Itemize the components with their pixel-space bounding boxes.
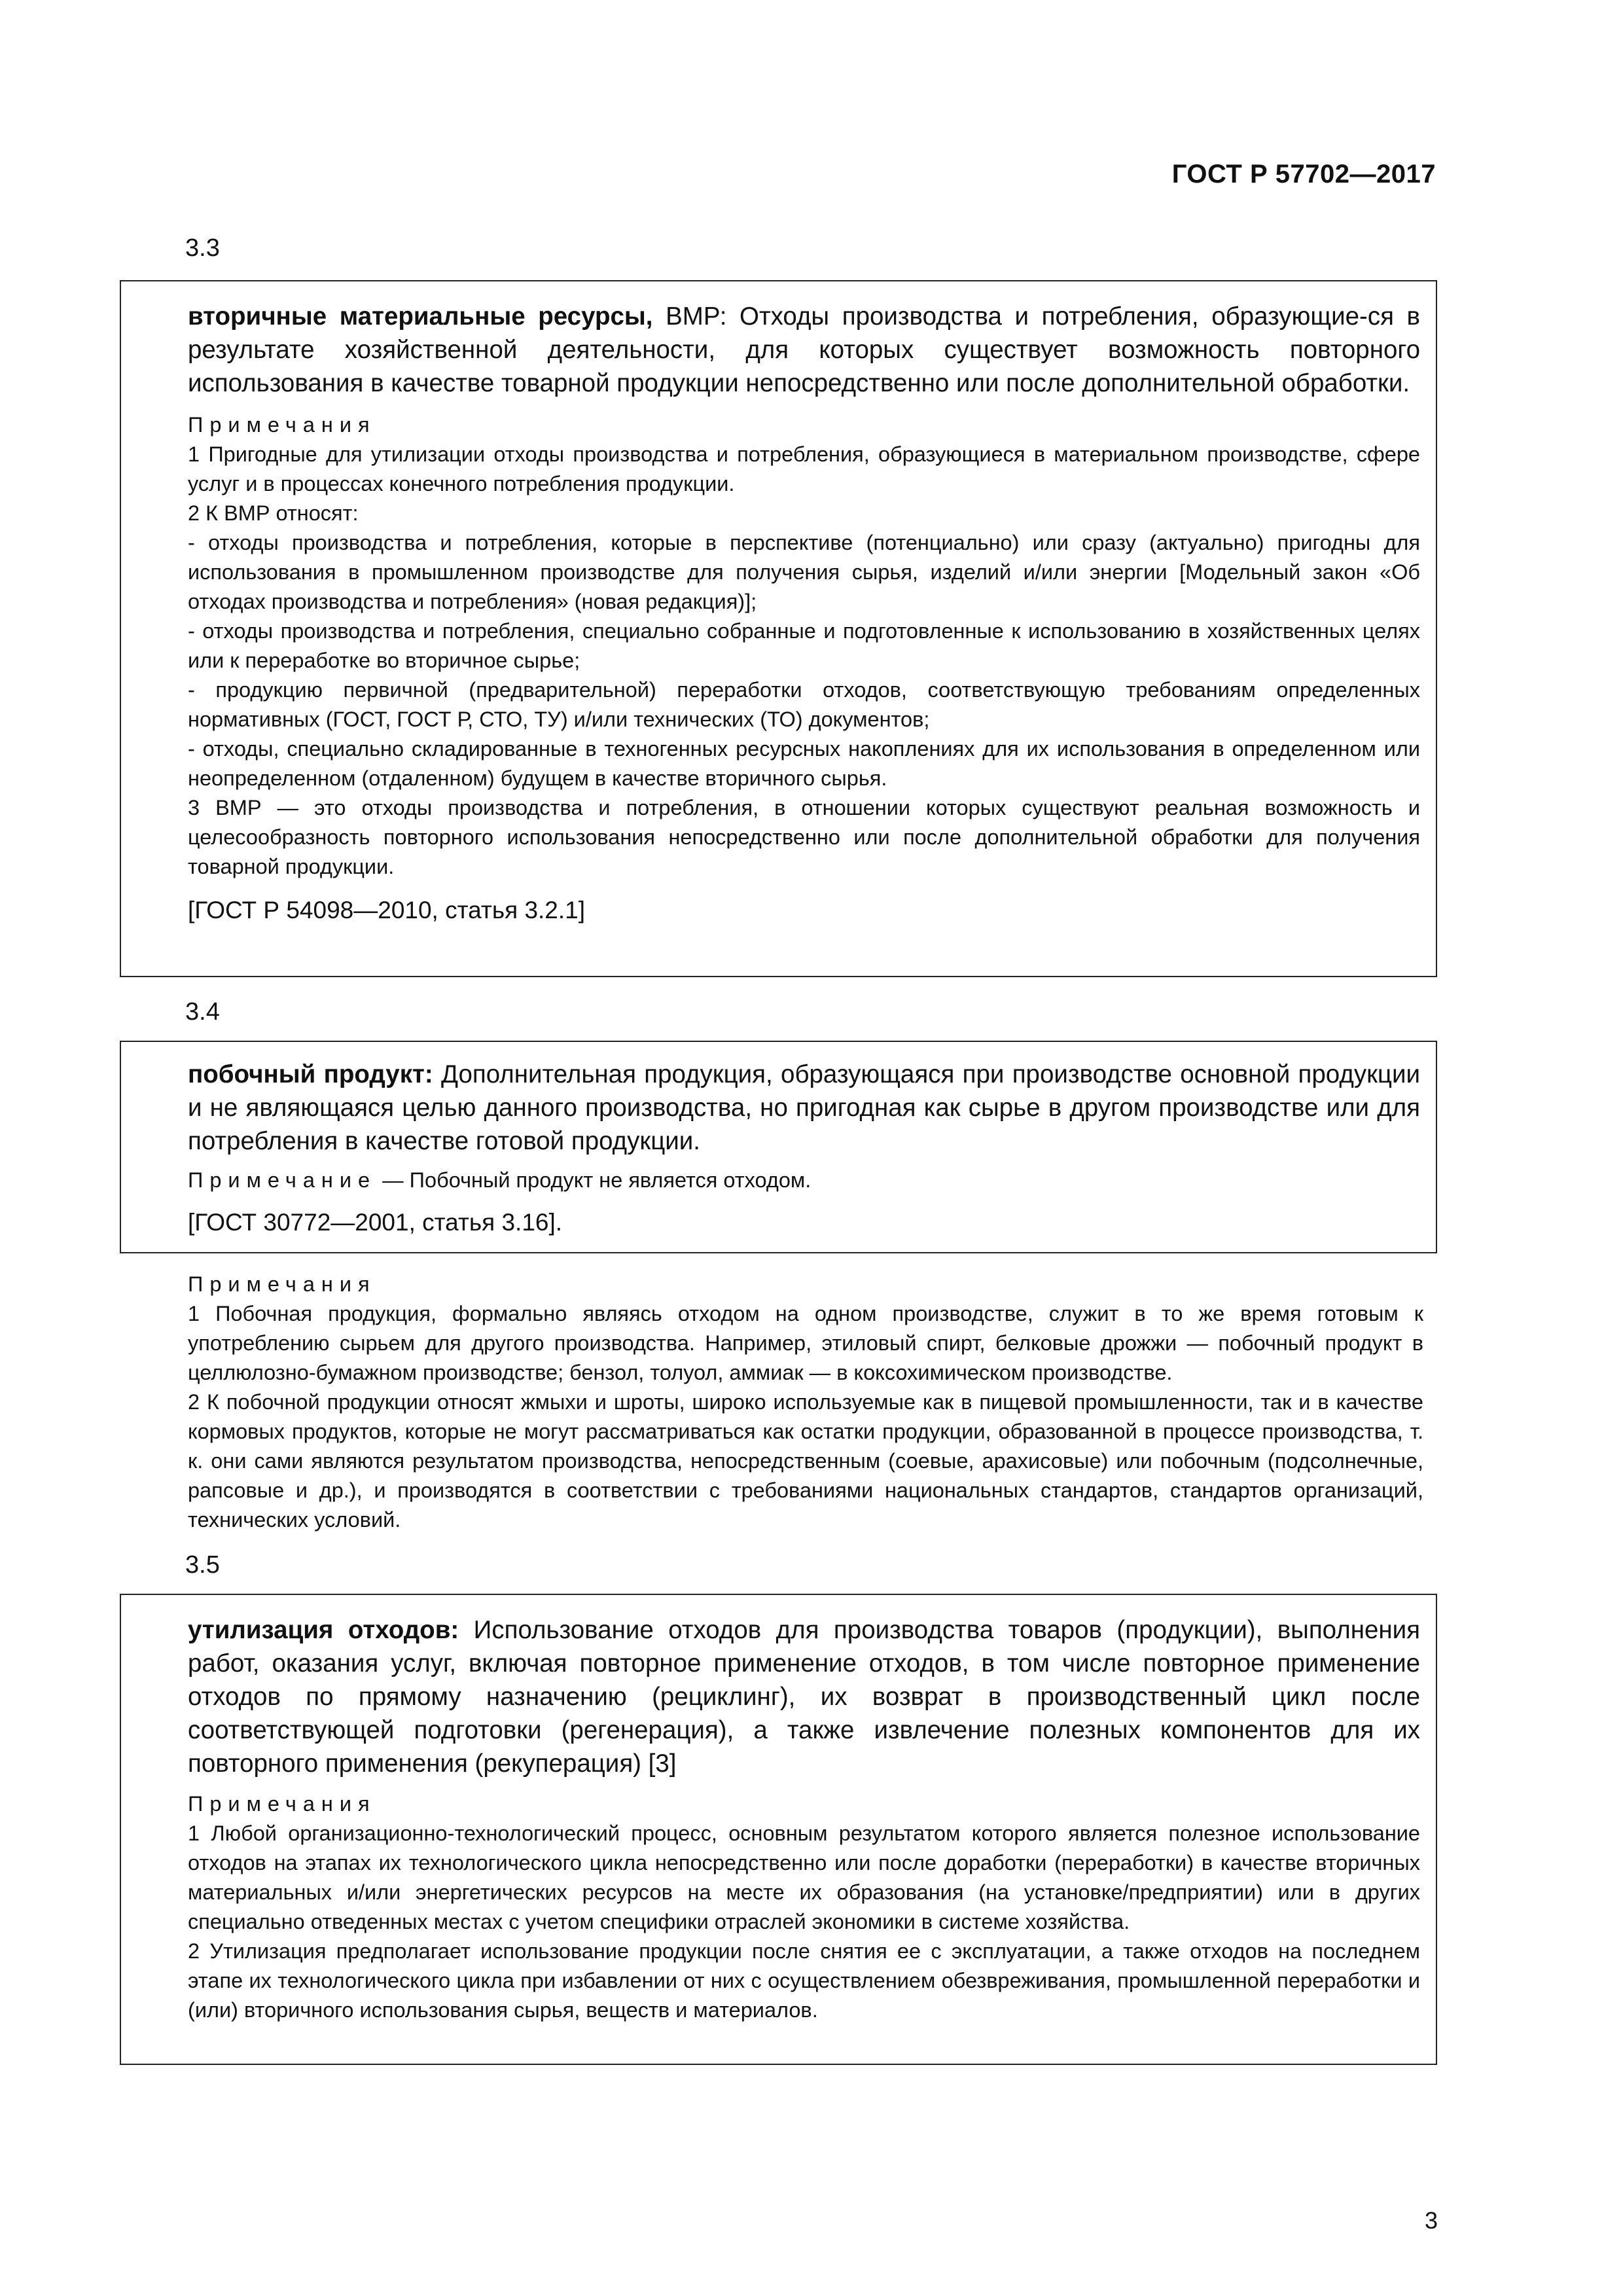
outer-notes-label: Примечания bbox=[188, 1272, 376, 1296]
term-3-4: побочный продукт: bbox=[188, 1060, 433, 1088]
note-3-5-2: 2 Утилизация предполагает использование продукции после снятия ее с эксплуатации, а также отходов на последнем этапе их технологического цикла при избавлении от них с осуществлением обезвреживания, промышленной переработки и (или) вторичного использования сырья, веществ и материалов. bbox=[188, 1939, 1420, 2022]
definition-text-3-5: Использование отходов для производства товаров (продукции), выполнения работ, оказания услуг, включая повторное применение отходов, в том числе повторное применение отходов по прямому назначению (рециклинг), их возврат в производственный цикл после соответствующей подготовки (регенерация), а также извлечение полезных компонентов для их повторного применения (рекуперация) [3] bbox=[188, 1616, 1421, 1778]
notes-label-3-5: Примечания bbox=[188, 1792, 376, 1816]
page-number: 3 bbox=[1424, 2207, 1438, 2234]
note-3-3-2c: - продукцию первичной (предварительной) переработки отходов, соответствующую требованиям определенных нормативных (ГОСТ, ГОСТ Р, СТО, ТУ) и/или технических (ТО) документов; bbox=[188, 678, 1420, 731]
definition-text-3-4: Дополнительная продукция, образующаяся при производстве основной продукции и не являющаяся целью данного производства, но пригодная как сырье в другом производстве или для потребления в качестве готовой продукции. bbox=[188, 1060, 1420, 1155]
source-3-4: [ГОСТ 30772—2001, статья 3.16]. bbox=[188, 1209, 563, 1236]
section-number-3-3: 3.3 bbox=[185, 234, 220, 262]
note-3-5-1: 1 Любой организационно-технологический процесс, основным результатом которого является полезное использование отходов на этапах их технологического цикла непосредственно или после доработки (переработки) в качестве вторичных материальных и/или энергетических ресурсов на месте их образования (на установке/предприятии) или в других специально отведенных местах с учетом специфики отраслей экономики в системе хозяйства. bbox=[188, 1821, 1420, 1933]
note-3-4 bbox=[188, 1166, 1420, 1195]
definition-box-3-3 bbox=[120, 280, 1437, 977]
note-3-3-2a: - отходы производства и потребления, которые в перспективе (потенциально) или сразу (актуально) пригодны для использования в промышленном производстве для получения сырья, изделий и/или энергии [Модельный закон «Об отходах производства и потребления» (новая редакция)]; bbox=[188, 531, 1420, 613]
definition-3-4 bbox=[188, 1058, 1420, 1158]
definition-3-5 bbox=[188, 1613, 1420, 1780]
notes-label-3-3: Примечания bbox=[188, 413, 376, 437]
source-3-3: [ГОСТ Р 54098—2010, статья 3.2.1] bbox=[188, 897, 586, 924]
definition-box-3-4 bbox=[120, 1041, 1437, 1253]
outer-note-2: 2 К побочной продукции относят жмыхи и шроты, широко используемые как в пищевой промышленности, так и в качестве кормовых продуктов, которые не могут рассматриваться как остатки продукции, образованной в процессе производства, т. к. они сами являются результатом производства, непосредственным (соевые, арахисовые) или побочным (подсолнечные, рапсовые и др.), и производятся в соответствии с требованиями национальных стандартов, стандартов организаций, технических условий. bbox=[188, 1390, 1423, 1532]
outer-notes-3-4 bbox=[121, 1270, 1423, 1535]
note-text-3-4: — Побочный продукт не является отходом. bbox=[376, 1168, 812, 1192]
definition-text-3-3: ВМР: Отходы производства и потребления, образующие-ся в результате хозяйственной деятельности, для которых существует возможность повторного использования в качестве товарной продукции непосредственно или после дополнительной обработки. bbox=[188, 302, 1420, 397]
note-3-3-1: 1 Пригодные для утилизации отходы производства и потребления, образующиеся в материальном производстве, сфере услуг и в процессах конечного потребления продукции. bbox=[188, 442, 1420, 495]
note-3-3-2d: - отходы, специально складированные в техногенных ресурсных накоплениях для их использования в определенном или неопределенном (отдаленном) будущем в качестве вторичного сырья. bbox=[188, 737, 1420, 790]
term-3-5: утилизация отходов: bbox=[188, 1616, 459, 1644]
outer-note-1: 1 Побочная продукция, формально являясь отходом на одном производстве, служит в то же время готовым к употреблению сырьем для другого производства. Например, этиловый спирт, белковые дрожжи — побочный продукт в целлюлозно-бумажном производстве; бензол, толуол, аммиак — в коксохимическом производстве. bbox=[188, 1302, 1423, 1384]
term-3-3: вторичные материальные ресурсы, bbox=[188, 302, 653, 331]
definition-box-3-5 bbox=[120, 1594, 1437, 2065]
section-number-3-4: 3.4 bbox=[185, 998, 220, 1026]
note-3-3-2b: - отходы производства и потребления, специально собранные и подготовленные к использованию в хозяйственных целях или к переработке во вторичное сырье; bbox=[188, 619, 1420, 672]
document-header: ГОСТ Р 57702—2017 bbox=[1171, 160, 1436, 188]
note-label-3-4: Примечание bbox=[188, 1168, 377, 1192]
section-number-3-5: 3.5 bbox=[185, 1551, 220, 1579]
note-3-3-3: 3 ВМР — это отходы производства и потребления, в отношении которых существуют реальная возможность и целесообразность повторного использования непосредственно или после дополнительной обработки для получения товарной продукции. bbox=[188, 796, 1420, 878]
note-3-3-2: 2 К ВМР относят: bbox=[188, 501, 359, 525]
definition-3-3 bbox=[188, 300, 1420, 400]
